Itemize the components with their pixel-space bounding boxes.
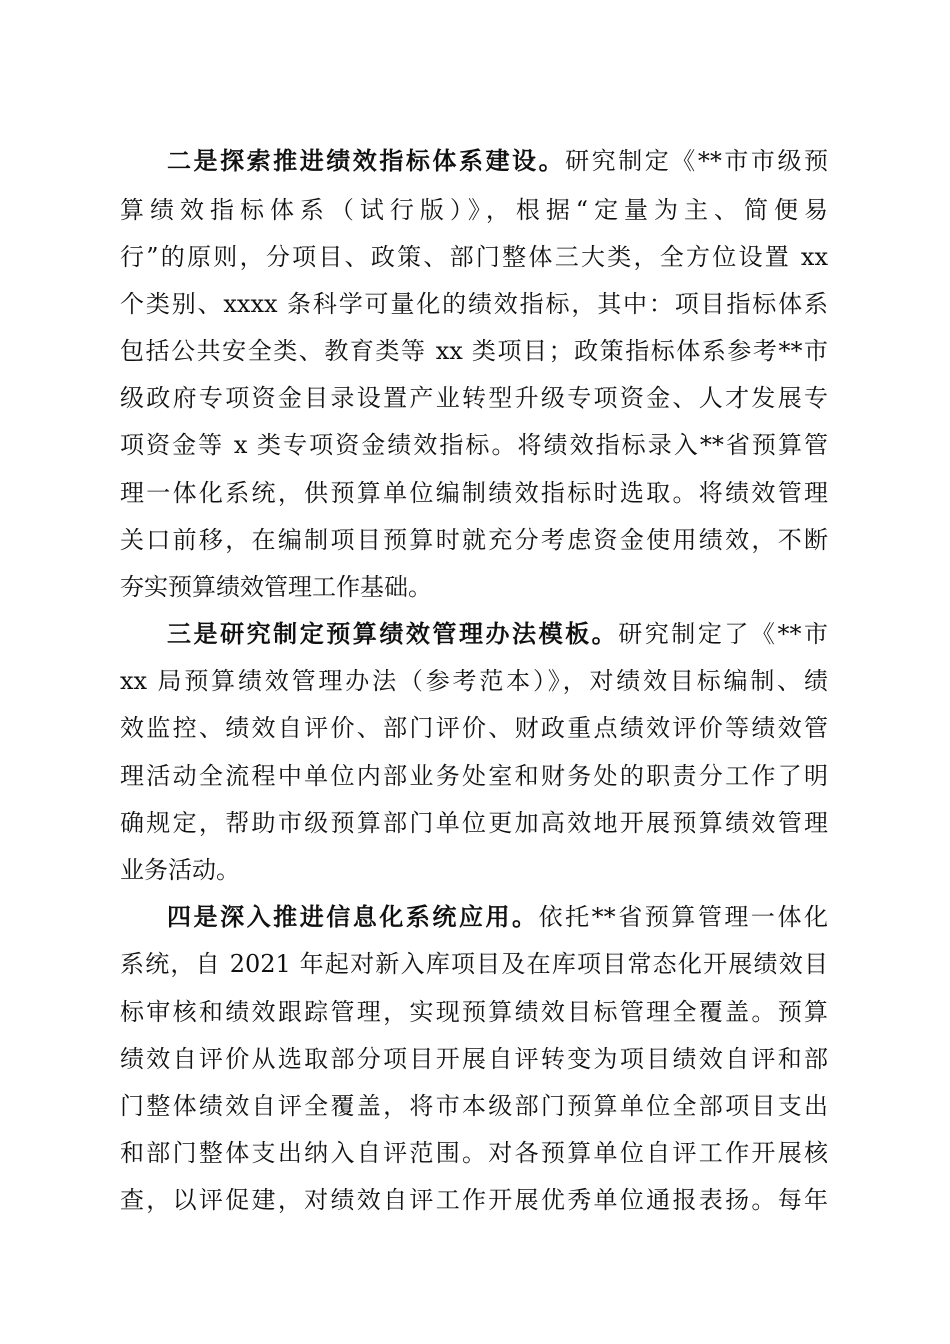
paragraph-2-line-2: xx 局预算绩效管理办法（参考范本）》，对绩效目标编制、绩: [120, 667, 828, 695]
paragraph-3-line-6: 和部门整体支出纳入自评范围。对各预算单位自评工作开展核: [120, 1139, 828, 1167]
paragraph-2-line-3: 效监控、绩效自评价、部门评价、财政重点绩效评价等绩效管: [120, 714, 828, 742]
paragraph-3-line-1: [167, 897, 828, 937]
paragraph-1-line-6: 级政府专项资金目录设置产业转型升级专项资金、人才发展专: [120, 384, 828, 412]
paragraph-1-line-1-text: 研究制定《**市市级预: [565, 147, 828, 175]
paragraph-1-line-3: 行”的原则，分项目、政策、部门整体三大类，全方位设置 xx: [120, 243, 828, 271]
paragraph-3-lead: 四是深入推进信息化系统应用。: [167, 902, 539, 931]
paragraph-1-line-10: 夯实预算绩效管理工作基础。: [120, 573, 432, 601]
paragraph-1-line-4: 个类别、xxxx 条科学可量化的绩效指标，其中：项目指标体系: [120, 290, 828, 318]
paragraph-2-line-4: 理活动全流程中单位内部业务处室和财务处的职责分工作了明: [120, 762, 828, 790]
paragraph-2-line-6: 业务活动。: [120, 856, 240, 884]
paragraph-2-line-1: [167, 614, 828, 654]
paragraph-3-line-7: 查，以评促建，对绩效自评工作开展优秀单位通报表扬。每年: [120, 1186, 828, 1214]
paragraph-1-line-5: 包括公共安全类、教育类等 xx 类项目；政策指标体系参考**市: [120, 337, 828, 365]
paragraph-3-line-3: 标审核和绩效跟踪管理，实现预算绩效目标管理全覆盖。预算: [120, 998, 828, 1026]
paragraph-3-line-5: 门整体绩效自评全覆盖，将市本级部门预算单位全部项目支出: [120, 1092, 828, 1120]
paragraph-1-line-1: [167, 141, 828, 181]
paragraph-2-line-1-text: 研究制定了《**市: [618, 620, 829, 648]
paragraph-3-line-2: 系统，自 2021 年起对新入库项目及在库项目常态化开展绩效目: [120, 950, 828, 978]
paragraph-3-line-4: 绩效自评价从选取部分项目开展自评转变为项目绩效自评和部: [120, 1045, 828, 1073]
paragraph-3-line-1-text: 依托**省预算管理一体化: [538, 903, 829, 931]
paragraph-2-line-5: 确规定，帮助市级预算部门单位更加高效地开展预算绩效管理: [120, 809, 828, 837]
paragraph-1-line-9: 关口前移，在编制项目预算时就充分考虑资金使用绩效，不断: [120, 526, 828, 554]
paragraph-1-line-8: 理一体化系统，供预算单位编制绩效指标时选取。将绩效管理: [120, 479, 828, 507]
paragraph-1-lead: 二是探索推进绩效指标体系建设。: [167, 146, 566, 175]
paragraph-2-lead: 三是研究制定预算绩效管理办法模板。: [167, 619, 619, 648]
paragraph-1-line-2: 算绩效指标体系（试行版）》，根据“定量为主、简便易: [120, 196, 828, 224]
paragraph-1-line-7: 项资金等 x 类专项资金绩效指标。将绩效指标录入**省预算管: [120, 431, 828, 459]
